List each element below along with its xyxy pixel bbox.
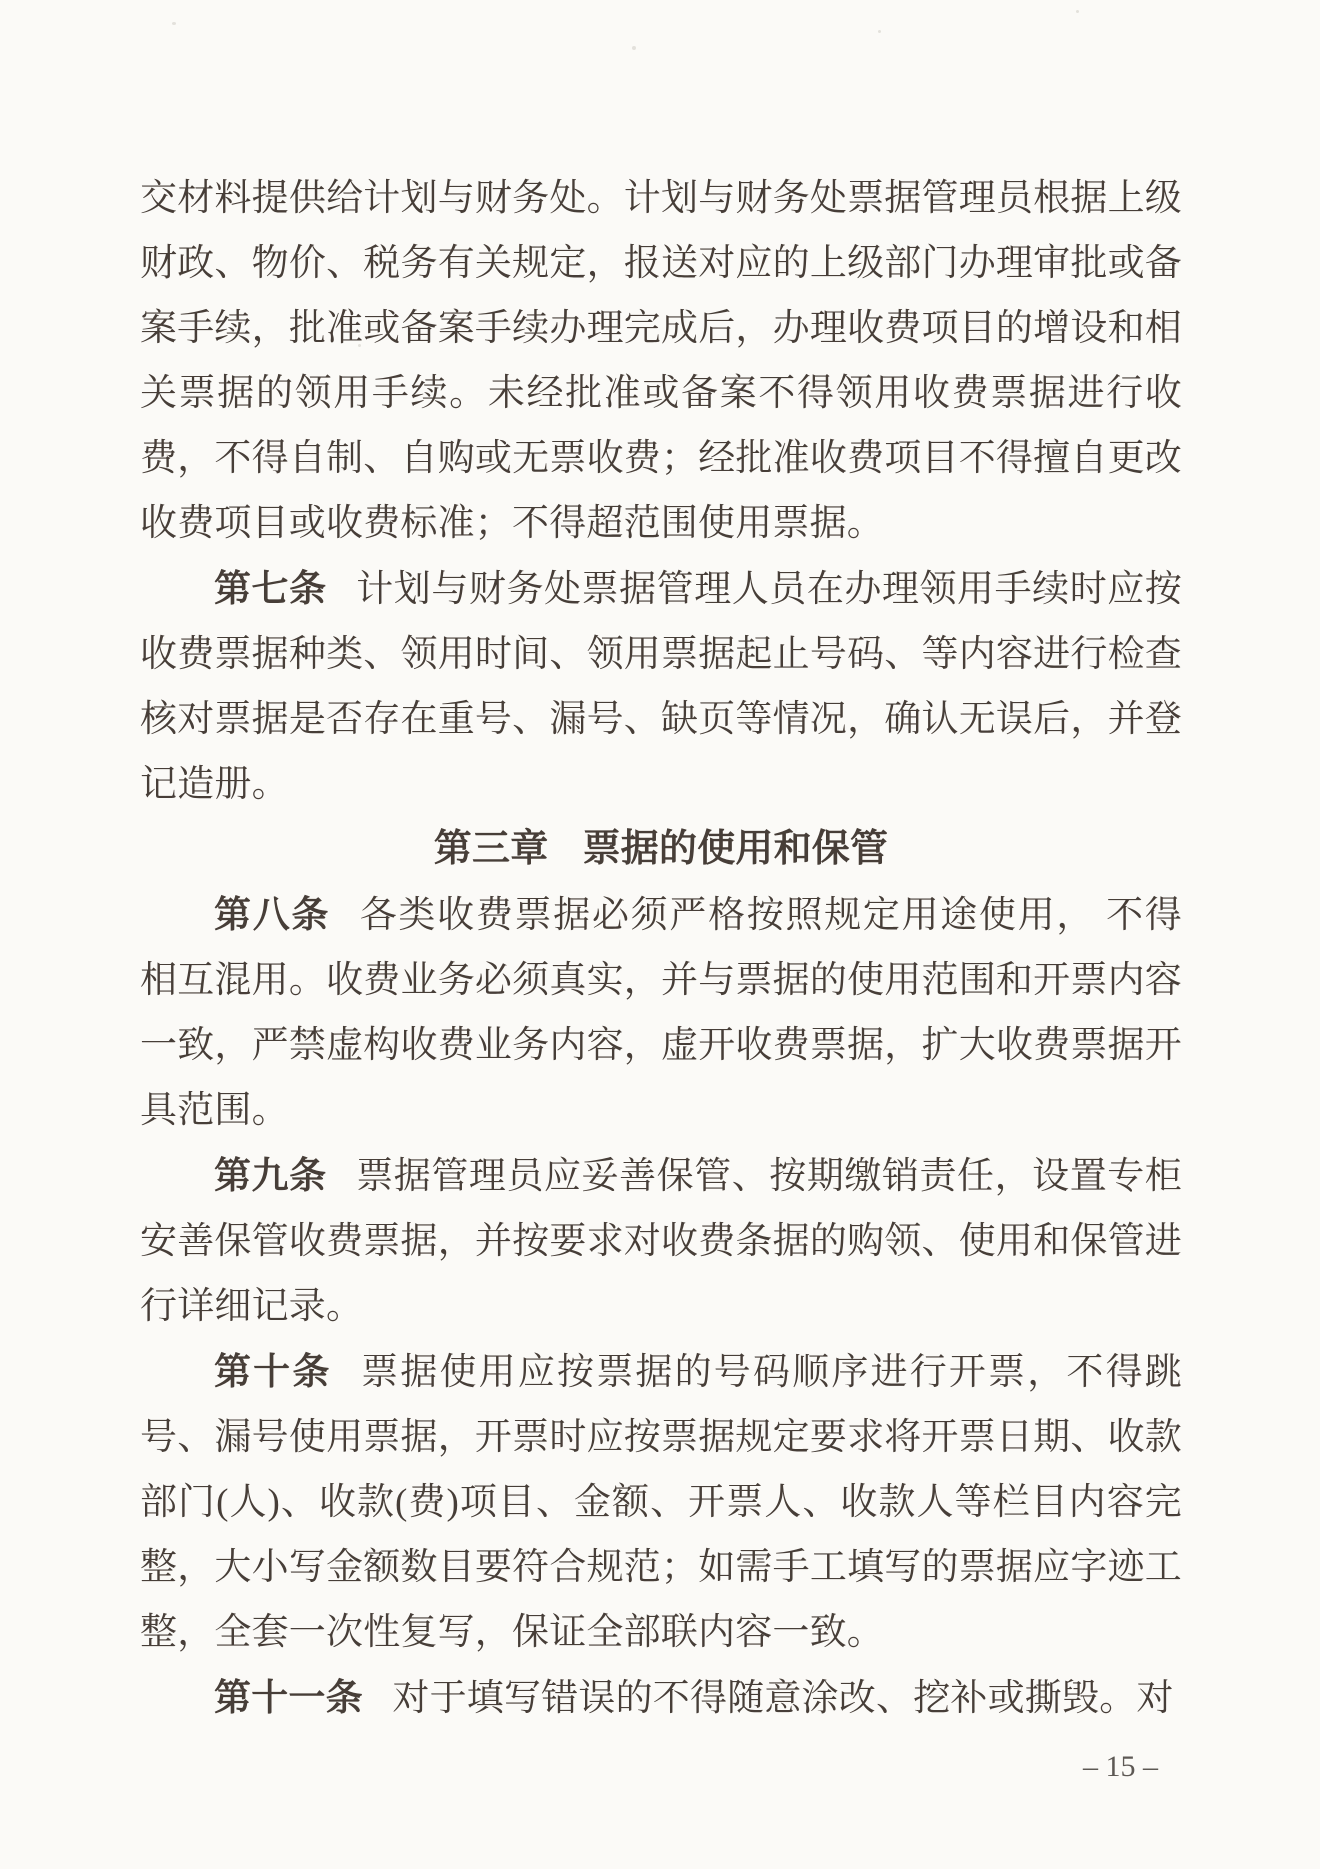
paragraph-text: 交材料提供给计划与财务处。计划与财务处票据管理员根据上级财政、物价、税务有关规定，报送对应的上级部门办理审批或备案手续，批准或备案手续办理完成后，办理收费项目的增设和相关票据的领用手续。未经批准或备案不得领用收费票据进行收费，不得自制、自购或无票收费；经批准收费项目不得擅自更改收费项目或收费标准；不得超范围使用票据。 (140, 178, 1182, 544)
chapter-heading (140, 817, 1182, 882)
scan-speck (1076, 10, 1079, 13)
article-paragraph (140, 1143, 1182, 1339)
body-paragraph (140, 166, 1182, 556)
paragraph-text: 对于填写错误的不得随意涂改、挖补或撕毁。对 (392, 1678, 1174, 1719)
article-number: 第九条 (214, 1155, 327, 1196)
chapter-title: 票据的使用和保管 (582, 828, 889, 870)
article-paragraph (140, 556, 1182, 817)
paragraph-text: 票据使用应按票据的号码顺序进行开票，不得跳号、漏号使用票据，开票时应按票据规定要求将开票日期、收款部门(人)、收款(费)项目、金额、开票人、收款人等栏目内容完整，大小写金额数目要符合规范；如需手工填写的票据应字迹工整，全套一次性复写，保证全部联内容一致。 (140, 1352, 1182, 1653)
scan-speck (878, 30, 881, 33)
document-body (140, 166, 1182, 1731)
article-number: 第八条 (214, 894, 331, 935)
article-paragraph (140, 1339, 1182, 1665)
paragraph-text: 各类收费票据必须严格按照规定用途使用， 不得相互混用。收费业务必须真实，并与票据的使用范围和开票内容一致，严禁虚构收费业务内容，虚开收费票据，扩大收费票据开具范围。 (140, 895, 1182, 1131)
article-paragraph (140, 882, 1182, 1143)
scan-speck (172, 22, 176, 25)
chapter-number: 第三章 (433, 828, 549, 870)
article-number: 第十条 (214, 1351, 332, 1392)
scan-speck (632, 46, 636, 50)
paragraph-text: 票据管理员应妥善保管、按期缴销责任，设置专柜安善保管收费票据，并按要求对收费条据的购领、使用和保管进行详细记录。 (140, 1156, 1182, 1327)
article-paragraph (140, 1665, 1182, 1731)
page-number: – 15 – (1083, 1750, 1158, 1783)
article-number: 第七条 (214, 568, 327, 609)
article-number: 第十一条 (214, 1677, 363, 1718)
paragraph-text: 计划与财务处票据管理人员在办理领用手续时应按收费票据种类、领用时间、领用票据起止号码、等内容进行检查核对票据是否存在重号、漏号、缺页等情况，确认无误后，并登记造册。 (140, 569, 1182, 805)
